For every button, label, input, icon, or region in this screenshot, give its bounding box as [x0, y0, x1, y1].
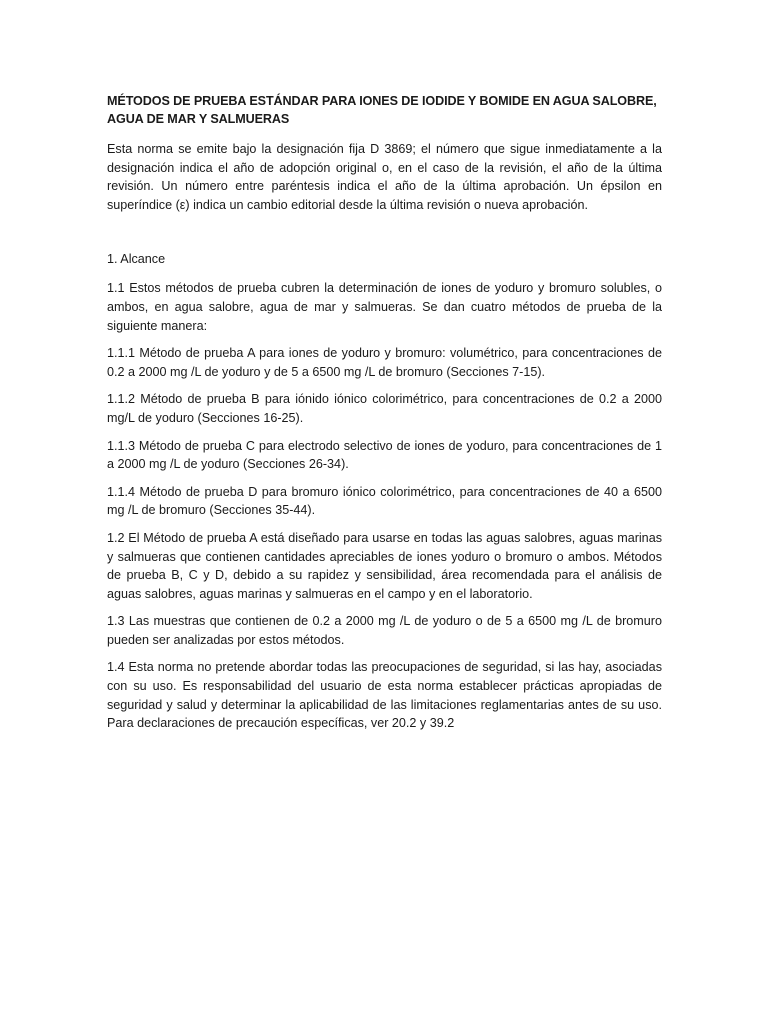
paragraph-1-1: 1.1 Estos métodos de prueba cubren la determinación de iones de yoduro y bromuro solubles, o ambos, en agua salobre, agua de mar y salmueras. Se dan cuatro métodos de prueba de la siguiente manera:	[107, 281, 662, 333]
document-title: MÉTODOS DE PRUEBA ESTÁNDAR PARA IONES DE IODIDE Y BOMIDE EN AGUA SALOBRE, AGUA DE MAR Y SALMUERAS	[107, 94, 657, 126]
paragraph-1-1-2: 1.1.2 Método de prueba B para iónido iónico colorimétrico, para concentraciones de 0.2 a 2000 mg/L de yoduro (Secciones 16-25).	[107, 392, 662, 425]
paragraph-1-1-3: 1.1.3 Método de prueba C para electrodo selectivo de iones de yoduro, para concentraciones de 1 a 2000 mg /L de yoduro (Secciones 26-34).	[107, 438, 662, 472]
paragraph-1-1-4: 1.1.4 Método de prueba D para bromuro iónico colorimétrico, para concentraciones de 40 a 6500 mg /L de bromuro (Secciones 35-44).	[107, 484, 662, 518]
paragraph-1-4: 1.4 Esta norma no pretende abordar todas las preocupaciones de seguridad, si las hay, asociadas con su uso. Es responsabilidad del usuario de esta norma establecer prácticas apropiadas de seguridad y salud y determinar la aplicabilidad de las limitaciones reglamentarias antes de su uso. Para declaraciones de precaución específicas, ver 20.2 y 39.2	[107, 660, 662, 731]
intro-paragraph: Esta norma se emite bajo la designación fija D 3869; el número que sigue inmediatamente a la designación indica el año de adopción original o, en el caso de la revisión, el año de la última revisión. Un número entre paréntesis indica el año de la última aprobación. Un épsilon en superíndice (ε) indica un cambio editorial desde la última revisión o nueva aprobación.	[107, 142, 662, 212]
document-page	[107, 92, 662, 742]
paragraph-1-3: 1.3 Las muestras que contienen de 0.2 a 2000 mg /L de yoduro o de 5 a 6500 mg /L de bromuro pueden ser analizadas por estos métodos.	[107, 614, 662, 647]
paragraph-1-1-1: 1.1.1 Método de prueba A para iones de yoduro y bromuro: volumétrico, para concentraciones de 0.2 a 2000 mg /L de yoduro y de 5 a 6500 mg /L de bromuro (Secciones 7-15).	[107, 346, 662, 379]
paragraph-1-2: 1.2 El Método de prueba A está diseñado para usarse en todas las aguas salobres, aguas marinas y salmueras que contienen cantidades apreciables de iones yoduro o bromuro o ambos. Métodos de prueba B, C y D, debido a su rapidez y sensibilidad, área recomendada para el análisis de aguas salobres, aguas marinas y salmueras en el campo y en el laboratorio.	[107, 530, 662, 601]
section-heading-scope: 1. Alcance	[107, 252, 166, 267]
